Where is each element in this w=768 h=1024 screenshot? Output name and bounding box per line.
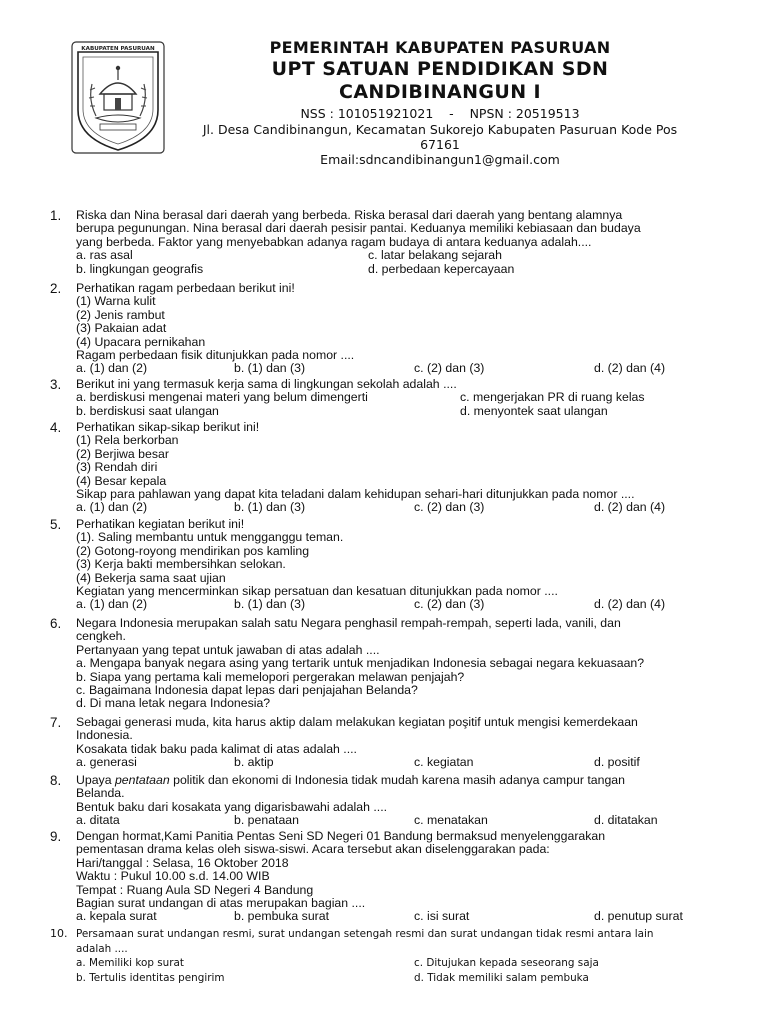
question-text: Negara Indonesia merupakan salah satu Negara penghasil rempah-rempah, seperti lada, vanili, dan <box>76 616 621 630</box>
question-text: Perhatikan kegiatan berikut ini! <box>76 517 245 531</box>
question-8 <box>50 774 730 828</box>
question-text: Perhatikan sikap-sikap berikut ini! <box>76 420 260 434</box>
option-a: a. Memiliki kop surat <box>76 957 184 969</box>
question-number: 4. <box>50 420 62 435</box>
option-d: d. Tidak memiliki salam pembuka <box>414 971 589 984</box>
question-number: 5. <box>50 517 62 532</box>
question-item: (2) Gotong-royong mendirikan pos kamling <box>76 543 310 558</box>
question-prompt: Kegiatan yang mencerminkan sikap persatuan dan kesatuan ditunjukkan pada nomor .... <box>76 584 558 599</box>
postal-code: 67161 <box>420 137 460 152</box>
question-text <box>76 774 730 787</box>
question-text: yang berbeda. Faktor yang menyebabkan adanya ragam budaya di antara keduanya adalah.... <box>76 234 592 249</box>
question-prompt: Pertanyaan yang tepat untuk jawaban di atas adalah .... <box>76 642 380 657</box>
option-d: d. ditatakan <box>594 813 658 828</box>
option-d: d. penutup surat <box>594 909 683 924</box>
question-prompt: Sikap para pahlawan yang dapat kita teladani dalam kehidupan sehari-hari ditunjukkan pada nomor .... <box>76 487 635 502</box>
option-c: c. Ditujukan kepada seseorang saja <box>414 957 599 969</box>
question-7 <box>50 716 730 770</box>
question-item: (3) Pakaian adat <box>76 321 167 336</box>
option-d: d. (2) dan (4) <box>594 500 666 515</box>
question-text: Indonesia. <box>76 728 133 743</box>
option-b: b. penataan <box>234 813 299 828</box>
question-item: (4) Besar kepala <box>76 473 167 488</box>
question-item: (1) Warna kulit <box>76 294 156 309</box>
option-d: d. menyontek saat ulangan <box>460 403 608 418</box>
address-line: Jl. Desa Candibinangun, Kecamatan Sukorejo Kabupaten Pasuruan Kode Pos <box>202 122 678 137</box>
question-detail: Tempat : Ruang Aula SD Negeri 4 Bandung <box>76 882 314 897</box>
question-item: (2) Berjiwa besar <box>76 446 169 461</box>
question-text: Riska dan Nina berasal dari daerah yang berbeda. Riska berasal dari daerah yang bentang alamnya <box>76 208 623 222</box>
question-10 <box>50 927 730 985</box>
question-text: cengkeh. <box>76 629 126 644</box>
question-3 <box>50 378 730 418</box>
email-line: Email:sdncandibinangun1@gmail.com <box>320 152 560 167</box>
question-prompt: Kosakata tidak baku pada kalimat di atas adalah .... <box>76 741 357 756</box>
option-a: a. generasi <box>76 755 137 770</box>
option-a: a. (1) dan (2) <box>76 361 148 376</box>
question-detail: Hari/tanggal : Selasa, 16 Oktober 2018 <box>76 855 289 870</box>
option-b: b. (1) dan (3) <box>234 361 306 376</box>
question-text: Sebagai generasi muda, kita harus aktip dalam melakukan kegiatan poşitif untuk mengisi kemerdekaan <box>76 715 638 729</box>
question-prompt: adalah .... <box>76 942 128 955</box>
question-item: (1). Saling membantu untuk mengganggu teman. <box>76 530 344 545</box>
question-item: (1) Rela berkorban <box>76 433 179 448</box>
question-9 <box>50 830 730 924</box>
question-number: 1. <box>50 208 62 223</box>
question-number: 6. <box>50 616 62 631</box>
option-c: c. (2) dan (3) <box>414 597 485 612</box>
option-b: b. lingkungan geografis <box>76 261 204 276</box>
regency-crest-icon <box>70 40 166 155</box>
option-a: a. kepala surat <box>76 909 157 924</box>
question-prompt: Ragam perbedaan fisik ditunjukkan pada nomor .... <box>76 348 355 363</box>
option-a: a. ras asal <box>76 248 133 263</box>
school-name: CANDIBINANGUN I <box>338 81 542 103</box>
question-text: Perhatikan ragam perbedaan berikut ini! <box>76 281 295 295</box>
question-2 <box>50 282 730 376</box>
question-number: 9. <box>50 829 62 844</box>
question-detail: Waktu : Pukul 10.00 s.d. 14.00 WIB <box>76 869 270 884</box>
option-b: b. aktip <box>234 755 274 770</box>
option-a: a. (1) dan (2) <box>76 500 148 515</box>
option-d: d. Di mana letak negara Indonesia? <box>76 696 271 711</box>
letterhead <box>170 38 710 167</box>
question-5 <box>50 518 730 612</box>
question-4 <box>50 421 730 515</box>
school-ids: NSS : 101051921021 - NPSN : 20519513 <box>300 106 580 121</box>
option-c: c. latar belakang sejarah <box>368 248 502 263</box>
government-name: PEMERINTAH KABUPATEN PASURUAN <box>269 38 611 57</box>
option-c: c. (2) dan (3) <box>414 361 485 376</box>
option-c: c. Bagaimana Indonesia dapat lepas dari penjajahan Belanda? <box>76 683 418 698</box>
question-prompt: Bagian surat undangan di atas merupakan bagian .... <box>76 896 366 911</box>
option-a: a. ditata <box>76 813 120 828</box>
option-d: d. positif <box>594 755 640 770</box>
question-number: 2. <box>50 281 62 296</box>
option-d: d. perbedaan kepercayaan <box>368 261 515 276</box>
option-b: b. (1) dan (3) <box>234 500 306 515</box>
question-text: Persamaan surat undangan resmi, surat undangan setengah resmi dan surat undangan tidak resmi antara lain <box>76 928 654 940</box>
underlined-word: pentataan <box>114 773 170 787</box>
question-number: 7. <box>50 715 62 730</box>
option-a: a. berdiskusi mengenai materi yang belum dimengerti <box>76 390 368 405</box>
question-1 <box>50 209 730 276</box>
question-item: (4) Bekerja sama saat ujian <box>76 570 226 585</box>
option-c: c. mengerjakan PR di ruang kelas <box>460 390 645 405</box>
school-unit-name: UPT SATUAN PENDIDIKAN SDN <box>271 58 609 80</box>
option-c: c. (2) dan (3) <box>414 500 485 515</box>
option-d: d. (2) dan (4) <box>594 597 666 612</box>
question-item: (3) Kerja bakti membersihkan selokan. <box>76 557 286 572</box>
option-a: a. Mengapa banyak negara asing yang tertarik untuk menjadikan Indonesia sebagai negara kekuasaan? <box>76 656 645 671</box>
question-text: Belanda. <box>76 786 125 801</box>
option-b: b. berdiskusi saat ulangan <box>76 403 219 418</box>
question-number: 8. <box>50 773 62 788</box>
question-6 <box>50 617 730 711</box>
question-item: (4) Upacara pernikahan <box>76 334 206 349</box>
question-item: (3) Rendah diri <box>76 460 158 475</box>
question-text: Dengan hormat,Kami Panitia Pentas Seni SD Negeri 01 Bandung bermaksud menyelenggarakan <box>76 829 606 843</box>
option-b: b. Siapa yang pertama kali memelopori pergerakan melawan penjajah? <box>76 669 465 684</box>
option-d: d. (2) dan (4) <box>594 361 666 376</box>
logo-caption: KABUPATEN PASURUAN <box>81 46 155 52</box>
question-text: pementasan drama kelas oleh siswa-siswi. Acara tersebut akan diselenggarakan pada: <box>76 842 550 857</box>
option-b: b. Tertulis identitas pengirim <box>76 971 225 984</box>
question-number: 10. <box>50 927 68 940</box>
question-text-start: Upaya <box>76 773 115 787</box>
question-text-end: politik dan ekonomi di Indonesia tidak mudah karena masih adanya campur tangan <box>169 773 625 787</box>
question-number: 3. <box>50 377 62 392</box>
question-text: Berikut ini yang termasuk kerja sama di lingkungan sekolah adalah .... <box>76 377 457 391</box>
question-prompt: Bentuk baku dari kosakata yang digarisbawahi adalah .... <box>76 799 388 814</box>
option-c: c. menatakan <box>414 813 488 828</box>
option-b: b. (1) dan (3) <box>234 597 306 612</box>
option-b: b. pembuka surat <box>234 909 330 924</box>
question-item: (2) Jenis rambut <box>76 307 165 322</box>
option-c: c. isi surat <box>414 909 470 924</box>
option-c: c. kegiatan <box>414 755 474 770</box>
question-text: berupa pegunungan. Nina berasal dari daerah pesisir pantai. Keduanya memiliki kebiasaan dan budaya <box>76 221 641 236</box>
option-a: a. (1) dan (2) <box>76 597 148 612</box>
